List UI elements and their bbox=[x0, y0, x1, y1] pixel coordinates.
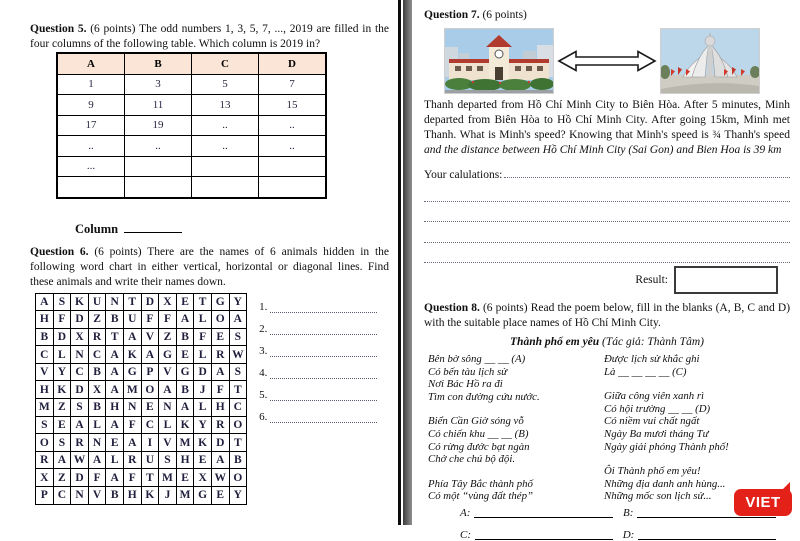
grid-letter-cell: A bbox=[123, 434, 141, 452]
viet-logo-text: VIET bbox=[745, 494, 781, 511]
q8-answer-row-ab bbox=[460, 506, 776, 519]
grid-letter-cell: L bbox=[194, 311, 212, 329]
grid-letter-cell: N bbox=[88, 434, 106, 452]
stanza-gap bbox=[604, 378, 790, 390]
grid-letter-cell: S bbox=[71, 399, 89, 417]
grid-letter-cell: F bbox=[53, 311, 71, 329]
grid-letter-cell: S bbox=[229, 328, 247, 346]
viet-logo bbox=[734, 489, 792, 516]
grid-letter-cell: C bbox=[71, 363, 89, 381]
q7-calculations-label: Your calulations: bbox=[424, 169, 503, 181]
grid-letter-cell: S bbox=[53, 293, 71, 311]
grid-letter-cell: D bbox=[141, 293, 159, 311]
question8-heading: Question 8. bbox=[424, 302, 480, 314]
grid-letter-cell: E bbox=[176, 293, 194, 311]
grid-letter-cell: U bbox=[123, 311, 141, 329]
question7-text bbox=[424, 98, 790, 158]
grid-letter-cell: A bbox=[159, 381, 177, 399]
q7-write-line bbox=[504, 168, 790, 178]
grid-letter-cell: A bbox=[211, 451, 229, 469]
grid-letter-cell: T bbox=[141, 469, 159, 487]
grid-letter-cell: V bbox=[141, 328, 159, 346]
table-cell: 11 bbox=[125, 95, 192, 116]
grid-letter-cell: T bbox=[194, 293, 212, 311]
grid-letter-cell: K bbox=[194, 434, 212, 452]
grid-letter-cell: A bbox=[106, 363, 124, 381]
answer-dotted-line bbox=[270, 325, 377, 335]
grid-letter-cell: K bbox=[71, 293, 89, 311]
grid-letter-cell: V bbox=[88, 487, 106, 505]
stanza-gap bbox=[428, 466, 604, 478]
grid-letter-cell: A bbox=[36, 293, 54, 311]
poem-line: Những mốc son lịch sử... bbox=[604, 490, 712, 503]
question6-heading: Question 6. bbox=[30, 245, 89, 258]
q5-answer-area bbox=[75, 221, 389, 237]
column-header: B bbox=[125, 53, 192, 74]
table-cell bbox=[259, 177, 327, 198]
grid-letter-cell: A bbox=[106, 346, 124, 364]
grid-letter-cell: B bbox=[176, 328, 194, 346]
grid-letter-cell: K bbox=[123, 346, 141, 364]
grid-letter-cell: V bbox=[159, 434, 177, 452]
grid-letter-cell: L bbox=[194, 399, 212, 417]
grid-row bbox=[36, 346, 247, 364]
poem-line: Những địa danh anh hùng... bbox=[604, 477, 726, 490]
grid-letter-cell: F bbox=[159, 311, 177, 329]
grid-row bbox=[36, 363, 247, 381]
q8-answer-line-a bbox=[474, 508, 613, 518]
grid-letter-cell: S bbox=[229, 363, 247, 381]
stanza-gap bbox=[428, 403, 604, 415]
q5-number-table bbox=[56, 52, 327, 199]
grid-letter-cell: Y bbox=[194, 416, 212, 434]
grid-row bbox=[36, 416, 247, 434]
table-cell: 7 bbox=[259, 74, 327, 95]
answer-line-item bbox=[259, 301, 377, 313]
grid-letter-cell: A bbox=[88, 451, 106, 469]
poem-line: Có chiến khu __ __ (B) bbox=[428, 427, 529, 440]
grid-row bbox=[36, 451, 247, 469]
table-cell: 17 bbox=[57, 115, 125, 136]
question8-body: Read the poem below, fill in the blanks (A, B, C and D) with the suitable place names of Hồ Chí Minh City. bbox=[424, 302, 791, 329]
grid-letter-cell: H bbox=[176, 451, 194, 469]
grid-letter-cell: D bbox=[211, 434, 229, 452]
grid-letter-cell: E bbox=[141, 399, 159, 417]
poem-line: Có niềm vui chất ngất bbox=[604, 415, 700, 428]
grid-letter-cell: L bbox=[53, 346, 71, 364]
grid-letter-cell: E bbox=[106, 434, 124, 452]
answer-number: 6. bbox=[259, 410, 268, 423]
grid-letter-cell: V bbox=[159, 363, 177, 381]
q8-answer-label-c: C: bbox=[460, 528, 471, 541]
grid-letter-cell: B bbox=[106, 311, 124, 329]
question8-text bbox=[424, 301, 790, 331]
table-cell: .. bbox=[259, 136, 327, 157]
poem-line: Có rừng đước bạt ngàn bbox=[428, 440, 530, 453]
table-cell bbox=[192, 177, 259, 198]
grid-letter-cell: A bbox=[106, 469, 124, 487]
grid-letter-cell: T bbox=[123, 293, 141, 311]
grid-letter-cell: A bbox=[123, 328, 141, 346]
q5-header-row bbox=[57, 53, 326, 74]
grid-letter-cell: Y bbox=[53, 363, 71, 381]
poem-line: Tìm con đường cứu nước. bbox=[428, 390, 540, 403]
q7-write-line bbox=[424, 199, 790, 202]
grid-letter-cell: A bbox=[141, 346, 159, 364]
q8-answer-row-cd bbox=[460, 528, 776, 541]
grid-letter-cell: O bbox=[36, 434, 54, 452]
table-cell bbox=[259, 156, 327, 177]
answer-number: 5. bbox=[259, 388, 268, 401]
grid-letter-cell: B bbox=[36, 328, 54, 346]
table-cell bbox=[57, 177, 125, 198]
table-row bbox=[57, 177, 326, 198]
column-header: C bbox=[192, 53, 259, 74]
table-cell: .. bbox=[192, 136, 259, 157]
question7-headline bbox=[424, 8, 790, 23]
q7-text-normal: Thanh departed from Hồ Chí Minh City to Biên Hòa. After 5 minutes, Minh departed from Biên Hòa to Hồ Chí Minh City. After going 15km, Minh met Thanh. What is Minh's speed? Knowing that Minh's speed is ¾ Thanh's speed bbox=[424, 99, 790, 141]
grid-letter-cell: V bbox=[36, 363, 54, 381]
right-page-column bbox=[416, 0, 800, 541]
column-header: D bbox=[259, 53, 327, 74]
grid-row bbox=[36, 311, 247, 329]
q5-table-body bbox=[57, 74, 326, 198]
grid-letter-cell: E bbox=[53, 416, 71, 434]
poem-line: Ôi Thành phố em yêu! bbox=[604, 465, 701, 478]
grid-letter-cell: S bbox=[36, 416, 54, 434]
poem-line: Có hội trường __ __ (D) bbox=[604, 402, 711, 415]
grid-letter-cell: N bbox=[71, 346, 89, 364]
grid-letter-cell: D bbox=[53, 328, 71, 346]
poem-line: Biển Cần Giờ sóng vỗ bbox=[428, 415, 524, 428]
answer-line-item bbox=[259, 367, 377, 379]
grid-letter-cell: G bbox=[211, 293, 229, 311]
grid-letter-cell: R bbox=[211, 346, 229, 364]
grid-letter-cell: X bbox=[71, 328, 89, 346]
grid-letter-cell: Z bbox=[53, 469, 71, 487]
grid-letter-cell: O bbox=[229, 469, 247, 487]
grid-letter-cell: F bbox=[194, 328, 212, 346]
grid-letter-cell: H bbox=[106, 399, 124, 417]
poem-author: (Tác giả: Thành Tâm) bbox=[602, 336, 704, 348]
q8-answer-label-a: A: bbox=[460, 506, 471, 519]
grid-letter-cell: M bbox=[159, 469, 177, 487]
table-cell bbox=[192, 156, 259, 177]
question6-body: There are the names of 6 animals hidden in the following word chart in either vertical, horizontal or diagonal lines. Find these animals and write their names down. bbox=[30, 245, 390, 288]
grid-letter-cell: E bbox=[211, 328, 229, 346]
grid-letter-cell: A bbox=[71, 416, 89, 434]
grid-row bbox=[36, 399, 247, 417]
grid-letter-cell: T bbox=[229, 434, 247, 452]
q7-result-box bbox=[674, 266, 778, 294]
table-cell: 15 bbox=[259, 95, 327, 116]
grid-letter-cell: E bbox=[176, 346, 194, 364]
q7-result-label: Result: bbox=[635, 274, 668, 286]
q8-answer-label-d: D: bbox=[622, 528, 635, 541]
grid-letter-cell: G bbox=[159, 346, 177, 364]
grid-letter-cell: Z bbox=[159, 328, 177, 346]
grid-letter-cell: H bbox=[36, 311, 54, 329]
grid-letter-cell: U bbox=[141, 451, 159, 469]
poem-line: Có một “vùng đất thép” bbox=[428, 490, 533, 503]
grid-letter-cell: S bbox=[159, 451, 177, 469]
q7-write-line bbox=[424, 240, 790, 243]
grid-letter-cell: R bbox=[36, 451, 54, 469]
q6-grid-body bbox=[36, 293, 247, 504]
q7-text-italic: and the distance between Hồ Chí Minh City (Sai Gon) and Bien Hoa is 39 km bbox=[424, 144, 782, 156]
grid-letter-cell: R bbox=[88, 328, 106, 346]
grid-letter-cell: M bbox=[36, 399, 54, 417]
grid-letter-cell: D bbox=[71, 469, 89, 487]
grid-letter-cell: W bbox=[229, 346, 247, 364]
grid-letter-cell: J bbox=[159, 487, 177, 505]
grid-row bbox=[36, 293, 247, 311]
table-row bbox=[57, 115, 326, 136]
grid-letter-cell: D bbox=[71, 381, 89, 399]
ben-thanh-market-photo bbox=[444, 28, 554, 94]
q7-calculations-row bbox=[424, 168, 790, 181]
grid-letter-cell: H bbox=[36, 381, 54, 399]
grid-letter-cell: I bbox=[141, 434, 159, 452]
grid-letter-cell: F bbox=[123, 416, 141, 434]
grid-row bbox=[36, 381, 247, 399]
q6-answer-list bbox=[259, 293, 377, 505]
grid-letter-cell: L bbox=[88, 416, 106, 434]
question6-text bbox=[30, 245, 389, 290]
double-arrow-icon bbox=[554, 46, 660, 76]
grid-row bbox=[36, 487, 247, 505]
grid-letter-cell: O bbox=[141, 381, 159, 399]
page-divider-shadow bbox=[403, 0, 412, 525]
poem-title-row bbox=[424, 336, 790, 348]
bien-hoa-monument-photo bbox=[660, 28, 760, 94]
grid-letter-cell: C bbox=[53, 487, 71, 505]
grid-letter-cell: U bbox=[88, 293, 106, 311]
poem-line: Ngày giải phóng Thành phố! bbox=[604, 440, 729, 453]
grid-letter-cell: H bbox=[211, 399, 229, 417]
grid-letter-cell: A bbox=[53, 451, 71, 469]
q7-write-line bbox=[424, 260, 790, 263]
grid-row bbox=[36, 328, 247, 346]
grid-letter-cell: T bbox=[106, 328, 124, 346]
grid-letter-cell: F bbox=[88, 469, 106, 487]
question7-points: (6 points) bbox=[482, 9, 527, 21]
grid-letter-cell: N bbox=[71, 487, 89, 505]
grid-letter-cell: A bbox=[106, 416, 124, 434]
grid-row bbox=[36, 434, 247, 452]
answer-number: 1. bbox=[259, 300, 268, 313]
grid-letter-cell: B bbox=[88, 363, 106, 381]
grid-letter-cell: G bbox=[176, 363, 194, 381]
answer-line-item bbox=[259, 323, 377, 335]
grid-letter-cell: R bbox=[211, 416, 229, 434]
table-cell: 1 bbox=[57, 74, 125, 95]
table-cell bbox=[125, 156, 192, 177]
grid-letter-cell: R bbox=[123, 451, 141, 469]
grid-letter-cell: L bbox=[159, 416, 177, 434]
q5-answer-label: Column bbox=[75, 221, 119, 236]
answer-dotted-line bbox=[270, 369, 377, 379]
q8-answer-line-d bbox=[638, 530, 776, 540]
poem-line: Giữa công viên xanh rì bbox=[604, 390, 705, 403]
grid-letter-cell: Y bbox=[229, 487, 247, 505]
grid-letter-cell: N bbox=[123, 399, 141, 417]
grid-letter-cell: W bbox=[71, 451, 89, 469]
table-row bbox=[57, 156, 326, 177]
poem-right-column bbox=[604, 353, 790, 503]
table-cell: 5 bbox=[192, 74, 259, 95]
question6-block bbox=[30, 245, 389, 505]
answer-dotted-line bbox=[270, 347, 377, 357]
grid-letter-cell: M bbox=[176, 487, 194, 505]
poem-line: Chở che chú bộ đội. bbox=[428, 453, 516, 466]
grid-letter-cell: B bbox=[88, 399, 106, 417]
table-cell: 9 bbox=[57, 95, 125, 116]
table-row bbox=[57, 136, 326, 157]
table-cell: .. bbox=[125, 136, 192, 157]
answer-number: 4. bbox=[259, 366, 268, 379]
grid-letter-cell: A bbox=[106, 381, 124, 399]
question5-heading: Question 5. bbox=[30, 23, 87, 35]
grid-letter-cell: H bbox=[123, 487, 141, 505]
grid-letter-cell: B bbox=[229, 451, 247, 469]
grid-letter-cell: F bbox=[123, 469, 141, 487]
q5-answer-blank bbox=[124, 221, 182, 233]
grid-letter-cell: R bbox=[71, 434, 89, 452]
grid-letter-cell: X bbox=[194, 469, 212, 487]
answer-dotted-line bbox=[270, 303, 377, 313]
table-cell: ... bbox=[57, 156, 125, 177]
grid-letter-cell: C bbox=[88, 346, 106, 364]
table-row bbox=[57, 74, 326, 95]
grid-letter-cell: E bbox=[194, 451, 212, 469]
poem-line: Phía Tây Bắc thành phố bbox=[428, 477, 533, 490]
grid-letter-cell: B bbox=[176, 381, 194, 399]
grid-letter-cell: A bbox=[176, 311, 194, 329]
q8-answer-line-c bbox=[475, 530, 613, 540]
q8-answer-label-b: B: bbox=[623, 506, 634, 519]
grid-letter-cell: B bbox=[106, 487, 124, 505]
left-page-column bbox=[0, 0, 397, 525]
question6-points: (6 points) bbox=[94, 245, 142, 258]
poem-line: Nơi Bác Hồ ra đi bbox=[428, 378, 503, 391]
answer-line-item bbox=[259, 345, 377, 357]
question8-points: (6 points) bbox=[482, 302, 528, 314]
grid-letter-cell: M bbox=[176, 434, 194, 452]
grid-row bbox=[36, 469, 247, 487]
poem-columns bbox=[424, 353, 790, 503]
grid-letter-cell: F bbox=[211, 381, 229, 399]
question7-heading: Question 7. bbox=[424, 9, 480, 21]
poem-line: Bên bờ sông __ __ (A) bbox=[428, 353, 526, 365]
answer-line-item bbox=[259, 411, 377, 423]
q7-write-line bbox=[424, 219, 790, 222]
grid-letter-cell: J bbox=[194, 381, 212, 399]
grid-letter-cell: N bbox=[159, 399, 177, 417]
grid-letter-cell: E bbox=[211, 487, 229, 505]
grid-letter-cell: E bbox=[176, 469, 194, 487]
grid-letter-cell: P bbox=[141, 363, 159, 381]
grid-letter-cell: G bbox=[194, 487, 212, 505]
table-cell: .. bbox=[192, 115, 259, 136]
poem-line: Ngày Ba mươi tháng Tư bbox=[604, 427, 709, 440]
answer-dotted-line bbox=[270, 413, 377, 423]
table-cell bbox=[125, 177, 192, 198]
table-row bbox=[57, 95, 326, 116]
grid-letter-cell: X bbox=[159, 293, 177, 311]
answer-number: 2. bbox=[259, 322, 268, 335]
grid-letter-cell: C bbox=[141, 416, 159, 434]
grid-letter-cell: K bbox=[53, 381, 71, 399]
poem-left-column bbox=[424, 353, 604, 503]
grid-letter-cell: A bbox=[229, 311, 247, 329]
answer-number: 3. bbox=[259, 344, 268, 357]
grid-letter-cell: D bbox=[71, 311, 89, 329]
table-cell: 13 bbox=[192, 95, 259, 116]
grid-letter-cell: F bbox=[141, 311, 159, 329]
table-cell: .. bbox=[259, 115, 327, 136]
poem-line: Có bến tàu lịch sử bbox=[428, 365, 508, 378]
grid-letter-cell: A bbox=[211, 363, 229, 381]
poem-line: Được lịch sử khắc ghi bbox=[604, 353, 700, 365]
grid-letter-cell: A bbox=[176, 399, 194, 417]
grid-letter-cell: C bbox=[36, 346, 54, 364]
table-cell: 3 bbox=[125, 74, 192, 95]
answer-line-item bbox=[259, 389, 377, 401]
grid-letter-cell: S bbox=[53, 434, 71, 452]
grid-letter-cell: G bbox=[123, 363, 141, 381]
grid-letter-cell: O bbox=[211, 311, 229, 329]
table-cell: 19 bbox=[125, 115, 192, 136]
q7-images-row bbox=[444, 28, 790, 94]
grid-letter-cell: N bbox=[106, 293, 124, 311]
grid-letter-cell: X bbox=[88, 381, 106, 399]
grid-letter-cell: K bbox=[141, 487, 159, 505]
question5-body: The odd numbers 1, 3, 5, 7, ..., 2019 are filled in the four columns of the following table. Which column is 2019 in? bbox=[30, 23, 390, 50]
grid-letter-cell: T bbox=[229, 381, 247, 399]
q6-word-grid bbox=[35, 293, 247, 505]
grid-letter-cell: L bbox=[194, 346, 212, 364]
grid-letter-cell: D bbox=[194, 363, 212, 381]
grid-letter-cell: K bbox=[176, 416, 194, 434]
grid-letter-cell: L bbox=[106, 451, 124, 469]
grid-letter-cell: Y bbox=[229, 293, 247, 311]
grid-letter-cell: P bbox=[36, 487, 54, 505]
grid-letter-cell: C bbox=[229, 399, 247, 417]
grid-letter-cell: Z bbox=[53, 399, 71, 417]
grid-letter-cell: Z bbox=[88, 311, 106, 329]
grid-letter-cell: W bbox=[211, 469, 229, 487]
poem-line: Là __ __ __ __ (C) bbox=[604, 365, 687, 378]
grid-letter-cell: M bbox=[123, 381, 141, 399]
question5-points: (6 points) bbox=[90, 23, 136, 35]
q7-result-row bbox=[424, 266, 790, 294]
poem-title: Thành phố em yêu bbox=[510, 336, 600, 348]
grid-letter-cell: X bbox=[36, 469, 54, 487]
answer-dotted-line bbox=[270, 391, 377, 401]
table-cell: .. bbox=[57, 136, 125, 157]
grid-letter-cell: O bbox=[229, 416, 247, 434]
column-header: A bbox=[57, 53, 125, 74]
page-divider-line bbox=[398, 0, 401, 525]
question5-text bbox=[30, 22, 389, 52]
stanza-gap bbox=[604, 453, 790, 465]
